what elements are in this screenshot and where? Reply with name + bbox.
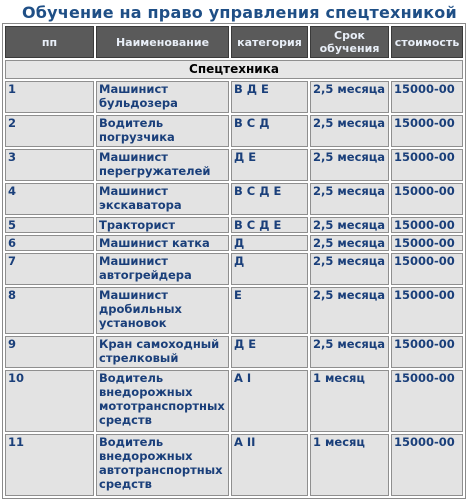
cell-cost: 15000-00 (391, 235, 463, 251)
cell-term: 2,5 месяца (310, 253, 389, 285)
cell-category: В Д Е (231, 81, 308, 113)
cell-num: 3 (5, 149, 94, 181)
cell-cost: 15000-00 (391, 115, 463, 147)
cell-num: 11 (5, 434, 94, 496)
cell-term: 1 месяц (310, 434, 389, 496)
cell-term: 2,5 месяца (310, 287, 389, 334)
section-title: Спецтехника (5, 60, 463, 79)
cell-category: Д Е (231, 149, 308, 181)
header-category: категория (231, 26, 308, 58)
cell-num: 4 (5, 183, 94, 215)
cell-name: Машинист перегружателей (96, 149, 229, 181)
table-row (5, 183, 463, 215)
cell-cost: 15000-00 (391, 149, 463, 181)
cell-term: 2,5 месяца (310, 149, 389, 181)
cell-category: Д Е (231, 336, 308, 368)
cell-category: А II (231, 434, 308, 496)
cell-category: Д (231, 235, 308, 251)
cell-name: Водитель внедорожных автотранспортных средств (96, 434, 229, 496)
cell-category: В С Д (231, 115, 308, 147)
cell-cost: 15000-00 (391, 434, 463, 496)
cell-num: 5 (5, 217, 94, 233)
cell-num: 10 (5, 370, 94, 432)
cell-name: Машинист катка (96, 235, 229, 251)
cell-category: В С Д Е (231, 217, 308, 233)
cell-cost: 15000-00 (391, 253, 463, 285)
cell-name: Кран самоходный стрелковый (96, 336, 229, 368)
header-num: пп (5, 26, 94, 58)
table-row (5, 217, 463, 233)
header-row (5, 26, 463, 58)
table-row (5, 149, 463, 181)
cell-term: 2,5 месяца (310, 183, 389, 215)
cell-category: Е (231, 287, 308, 334)
cell-term: 2,5 месяца (310, 217, 389, 233)
table-row (5, 115, 463, 147)
table-row (5, 253, 463, 285)
table-row (5, 434, 463, 496)
table-row (5, 235, 463, 251)
cell-term: 1 месяц (310, 370, 389, 432)
table-row (5, 287, 463, 334)
cell-name: Машинист бульдозера (96, 81, 229, 113)
cell-num: 2 (5, 115, 94, 147)
cell-cost: 15000-00 (391, 81, 463, 113)
cell-cost: 15000-00 (391, 217, 463, 233)
cell-name: Машинист дробильных установок (96, 287, 229, 334)
section-row (5, 60, 463, 79)
table-row (5, 336, 463, 368)
training-table (2, 23, 466, 499)
cell-term: 2,5 месяца (310, 115, 389, 147)
table-row (5, 370, 463, 432)
cell-category: Д (231, 253, 308, 285)
cell-cost: 15000-00 (391, 183, 463, 215)
cell-num: 8 (5, 287, 94, 334)
page-title: Обучение на право управления спецтехникой (22, 3, 457, 22)
cell-name: Водитель погрузчика (96, 115, 229, 147)
cell-term: 2,5 месяца (310, 336, 389, 368)
header-term: Срок обучения (310, 26, 389, 58)
cell-num: 6 (5, 235, 94, 251)
cell-term: 2,5 месяца (310, 81, 389, 113)
cell-cost: 15000-00 (391, 336, 463, 368)
cell-category: А I (231, 370, 308, 432)
cell-name: Машинист автогрейдера (96, 253, 229, 285)
header-name: Наименование (96, 26, 229, 58)
header-cost: стоимость (391, 26, 463, 58)
cell-cost: 15000-00 (391, 370, 463, 432)
cell-num: 9 (5, 336, 94, 368)
cell-term: 2,5 месяца (310, 235, 389, 251)
cell-category: В С Д Е (231, 183, 308, 215)
cell-name: Машинист экскаватора (96, 183, 229, 215)
cell-name: Тракторист (96, 217, 229, 233)
table-row (5, 81, 463, 113)
cell-num: 7 (5, 253, 94, 285)
cell-cost: 15000-00 (391, 287, 463, 334)
cell-num: 1 (5, 81, 94, 113)
cell-name: Водитель внедорожных мототранспортных средств (96, 370, 229, 432)
